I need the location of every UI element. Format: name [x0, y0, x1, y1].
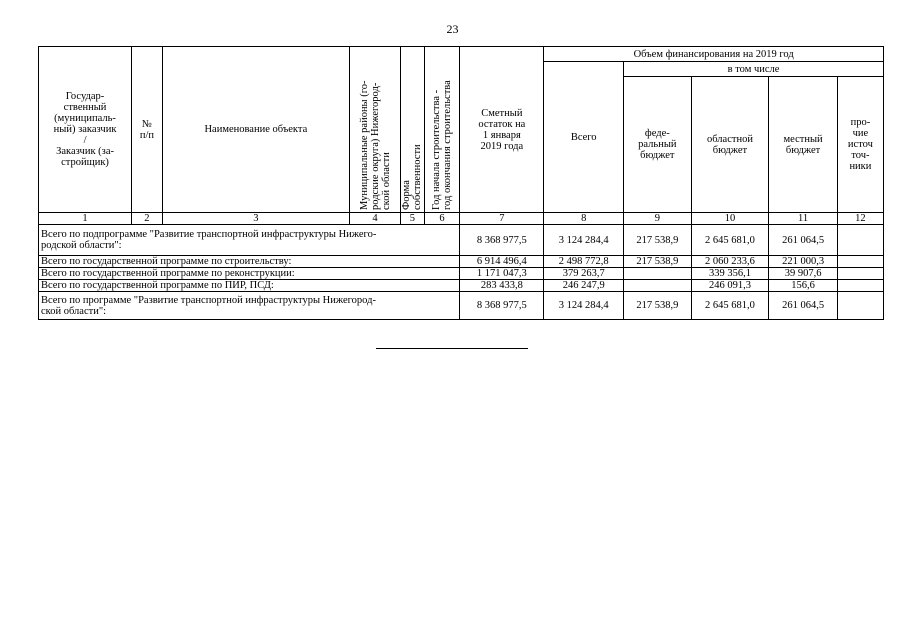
- row-local: 39 907,6: [769, 268, 838, 280]
- row-local: 221 000,3: [769, 256, 838, 268]
- row-label: Всего по программе "Развитие транспортной инфраструктуры Нижегород- ской области":: [39, 292, 460, 320]
- row-federal: 217 538,9: [624, 256, 692, 268]
- row-other: [837, 292, 883, 320]
- row-federal: 217 538,9: [624, 225, 692, 256]
- table-row: [39, 225, 884, 256]
- row-label: Всего по государственной программе по строительству:: [39, 256, 460, 268]
- row-other: [837, 225, 883, 256]
- header-including: в том числе: [624, 62, 884, 77]
- row-local: 261 064,5: [769, 292, 838, 320]
- financing-table: [38, 46, 884, 320]
- table-row: [39, 256, 884, 268]
- row-total: 246 247,9: [544, 280, 624, 292]
- row-federal: 217 538,9: [624, 292, 692, 320]
- row-local: 261 064,5: [769, 225, 838, 256]
- row-regional: 339 356,1: [691, 268, 769, 280]
- column-number: 5: [401, 213, 425, 225]
- row-federal: [624, 268, 692, 280]
- header-other: про- чие источ точ- ники: [837, 77, 883, 213]
- row-label: Всего по подпрограмме "Развитие транспортной инфраструктуры Нижего- родской области":: [39, 225, 460, 256]
- header-local: местный бюджет: [769, 77, 838, 213]
- table-row: [39, 280, 884, 292]
- row-total: 379 263,7: [544, 268, 624, 280]
- footer-divider: [376, 348, 528, 349]
- row-other: [837, 268, 883, 280]
- header-num: № п/п: [132, 47, 163, 213]
- row-estimate: 1 171 047,3: [460, 268, 544, 280]
- column-number-row: [39, 213, 884, 225]
- row-regional: 246 091,3: [691, 280, 769, 292]
- header-customer: Государ- ственный (муниципаль- ный) заказчик / Заказчик (за- стройщик): [39, 47, 132, 213]
- row-local: 156,6: [769, 280, 838, 292]
- row-estimate: 8 368 977,5: [460, 292, 544, 320]
- row-estimate: 8 368 977,5: [460, 225, 544, 256]
- row-label: Всего по государственной программе по реконструкции:: [39, 268, 460, 280]
- page-number: 23: [446, 22, 459, 36]
- header-estimate: Сметный остаток на 1 января 2019 года: [460, 47, 544, 213]
- header-federal: феде- ральный бюджет: [624, 77, 692, 213]
- row-estimate: 6 914 496,4: [460, 256, 544, 268]
- row-other: [837, 256, 883, 268]
- row-federal: [624, 280, 692, 292]
- column-number: 7: [460, 213, 544, 225]
- column-number: 4: [349, 213, 400, 225]
- row-total: 3 124 284,4: [544, 225, 624, 256]
- header-ownership: Форма собственности: [401, 47, 425, 213]
- column-number: 9: [624, 213, 692, 225]
- column-number: 11: [769, 213, 838, 225]
- column-number: 2: [132, 213, 163, 225]
- column-number: 8: [544, 213, 624, 225]
- row-other: [837, 280, 883, 292]
- row-regional: 2 060 233,6: [691, 256, 769, 268]
- header-regional: областной бюджет: [691, 77, 769, 213]
- row-total: 2 498 772,8: [544, 256, 624, 268]
- column-number: 10: [691, 213, 769, 225]
- row-regional: 2 645 681,0: [691, 292, 769, 320]
- header-total: Всего: [544, 62, 624, 213]
- row-label: Всего по государственной программе по ПИР, ПСД:: [39, 280, 460, 292]
- header-years: Год начала строительства - год окончания строительства: [424, 47, 460, 213]
- header-object-name: Наименование объекта: [162, 47, 349, 213]
- table-row: [39, 292, 884, 320]
- header-funding-volume: Объем финансирования на 2019 год: [544, 47, 884, 62]
- column-number: 3: [162, 213, 349, 225]
- row-total: 3 124 284,4: [544, 292, 624, 320]
- header-districts: Муниципальные районы (го- родские округа) Нижегород- ской области: [349, 47, 400, 213]
- column-number: 1: [39, 213, 132, 225]
- column-number: 6: [424, 213, 460, 225]
- column-number: 12: [837, 213, 883, 225]
- table-row: [39, 268, 884, 280]
- row-estimate: 283 433,8: [460, 280, 544, 292]
- row-regional: 2 645 681,0: [691, 225, 769, 256]
